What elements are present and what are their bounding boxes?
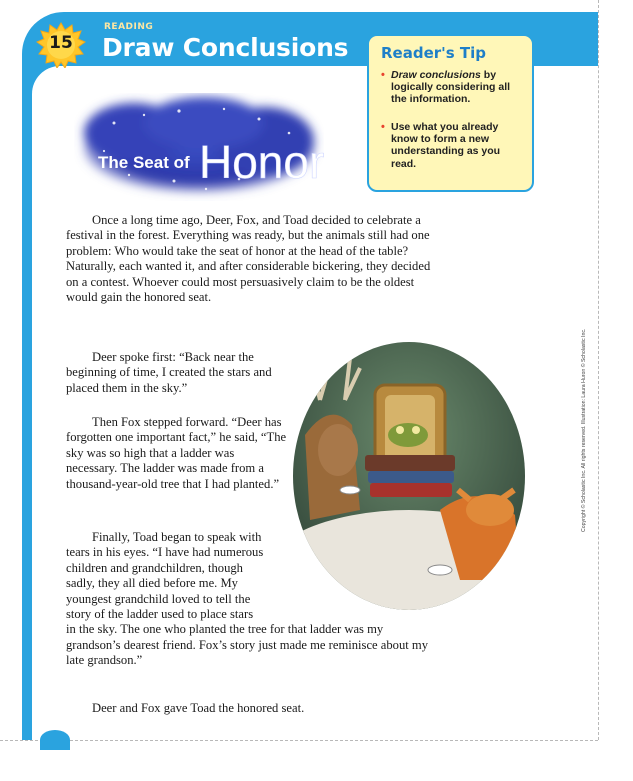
copyright-text: Copyright © Scholastic Inc. All rights reserved. Illustration: Laura Huron © Scholastic Inc.	[581, 328, 587, 532]
story-paragraph	[66, 701, 442, 716]
bullet-icon: •	[381, 121, 385, 133]
trim-line-bottom	[0, 740, 598, 741]
paragraph-text: Then Fox stepped forward. “Deer has forgotten one important fact,” he said, “The sky was so high that a ladder was necessary. The ladder was made from a thousand-year-old tree that I had planted.”	[66, 415, 287, 491]
lesson-number-badge	[36, 22, 86, 68]
tip-emphasis: Draw conclusions	[391, 69, 481, 81]
story-title-big: Honor	[199, 136, 324, 188]
lesson-number: 15	[49, 33, 73, 53]
story-title-small: The Seat of	[98, 153, 190, 172]
story-paragraph	[66, 415, 288, 492]
story-title-art	[74, 93, 324, 201]
story-paragraph	[66, 350, 296, 396]
tip-item	[381, 121, 515, 170]
paragraph-text: Deer spoke first: “Back near the beginning of time, I created the stars and placed them in the sky.”	[66, 350, 272, 395]
frame-corner-tab	[40, 730, 70, 750]
story-paragraph	[66, 213, 442, 305]
section-eyebrow: READING	[104, 22, 154, 32]
bullet-icon: •	[381, 69, 385, 81]
paragraph-text: Deer and Fox gave Toad the honored seat.	[92, 701, 305, 715]
readers-tip-title: Reader's Tip	[381, 44, 487, 62]
illustration-wrap-spacer	[266, 530, 436, 610]
copyright-line	[577, 286, 589, 532]
tip-text: Use what you already know to form a new understanding as you read.	[391, 121, 501, 170]
story-paragraph	[66, 530, 436, 669]
paragraph-text: Finally, Toad began to speak with tears in his eyes. “I have had numerous children and grandchildren, though sadly, they all died before me. My youngest grandchild loved to tell the story of the ladder used to place stars in the sky. The one who planted the tree for that ladder was my grandson’s dearest friend. Fox’s story just made me reminisce about my late grandson.”	[66, 530, 428, 668]
trim-line-right	[598, 0, 599, 740]
readers-tip-box	[367, 34, 534, 192]
tip-item	[381, 69, 515, 106]
paragraph-text: Once a long time ago, Deer, Fox, and Toad decided to celebrate a festival in the forest. Everything was ready, but the animals still had one problem: Who would take the seat of honor at the head of the table? Naturally, each wanted it, and after considerable bickering, they decided on a contest. Whoever could most persuasively claim to be the oldest would gain the honored seat.	[66, 213, 431, 305]
page-title: Draw Conclusions	[102, 33, 349, 62]
tip-text: by logically considering all the information.	[391, 69, 511, 106]
